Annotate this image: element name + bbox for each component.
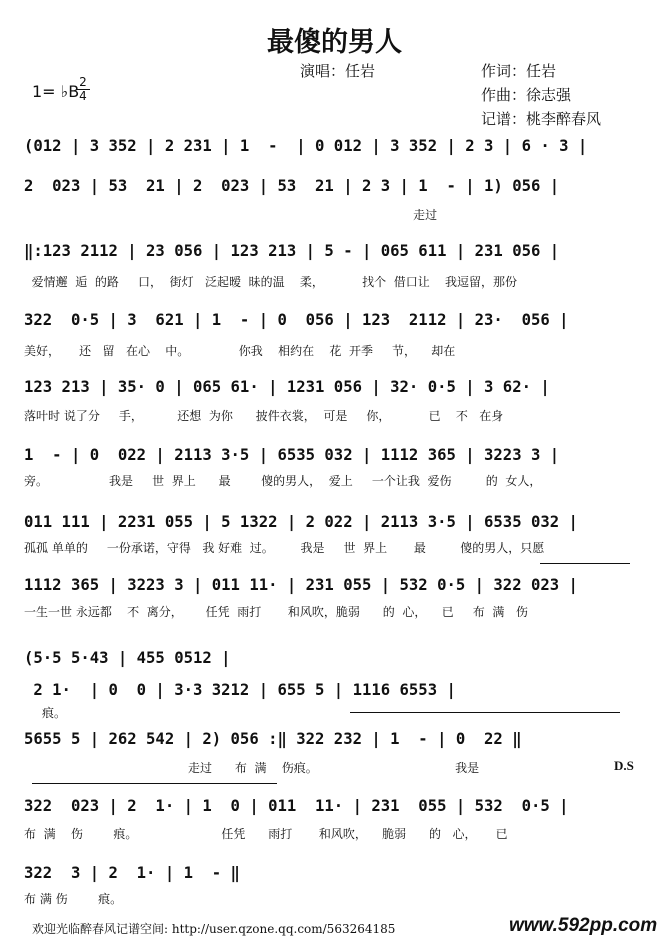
lyric-line: 走过 布 满 伤痕。 我是 xyxy=(24,761,480,775)
lyric-line: 布 满 伤 痕。 任凭 雨打 和风吹， 脆弱 的 心， 已 xyxy=(24,827,508,841)
ds-marker: D.S xyxy=(614,758,634,773)
volta-bracket-2 xyxy=(350,712,620,713)
lyric-line: 爱情邂 逅 的路 口， 街灯 泛起暧 昧的温 柔， 找个 借口让 我逗留，那份 xyxy=(24,275,517,289)
lyric-line: 孤孤 单单的 一份承诺，守得 我 好难 过。 我是 世 界上 最 傻的男人，只愿 xyxy=(24,541,545,555)
lyricist-credit: 作词：任岩 xyxy=(481,62,557,80)
lyric-line: 美好， 还 留 在心 中。 你我 相约在 花 开季 节， 却在 xyxy=(24,344,456,358)
composer-credit: 作曲：徐志强 xyxy=(481,86,572,104)
score-row-4 xyxy=(24,311,634,356)
score-row-3 xyxy=(24,242,634,287)
score-row-6 xyxy=(24,446,634,491)
notation-line: 1 - | 0 022 | 2113 3·5 | 6535 032 | 1112 365 | 3223 3 | xyxy=(24,446,560,464)
time-signature-bottom: 4 xyxy=(76,89,90,103)
notation-line: 322 023 | 2 1· | 1 0 | 011 11· | 231 055 | 532 0·5 | xyxy=(24,797,569,815)
score-row-7 xyxy=(24,513,634,558)
lyric-line: 落叶时 说了分 手， 还想 为你 披件衣裳， 可是 你， 已 不 在身 xyxy=(24,409,504,423)
song-title: 最傻的男人 xyxy=(267,27,402,58)
score-row-12 xyxy=(24,864,634,909)
lyric-line: 走过 xyxy=(24,208,438,222)
notation-line: 123 213 | 35· 0 | 065 61· | 1231 056 | 32· 0·5 | 3 62· | xyxy=(24,378,550,396)
time-signature-top: 2 xyxy=(79,75,87,89)
notation-line: 5655 5 | 262 542 | 2) 056 :‖ 322 232 | 1 - | 0 22 ‖ xyxy=(24,730,522,748)
lyric-line: 旁。 我是 世 界上 最 傻的男人， 爱上 一个让我 爱伤 的 女人， xyxy=(24,474,542,488)
notation-line: 011 111 | 2231 055 | 5 1322 | 2 022 | 2113 3·5 | 6535 032 | xyxy=(24,513,578,531)
notation-line: ‖:123 2112 | 23 056 | 123 213 | 5 - | 065 611 | 231 056 | xyxy=(24,242,560,260)
score-row-2 xyxy=(24,177,634,222)
notation-line: 322 3 | 2 1· | 1 - ‖ xyxy=(24,864,240,882)
footer-text: 欢迎光临醉春风记谱空间: http://user.qzone.qq.com/563264185 xyxy=(32,922,396,936)
score-row-5 xyxy=(24,378,634,423)
score-row-9 xyxy=(24,642,634,720)
score-row-8 xyxy=(24,576,634,621)
notation-line: (5·5 5·43 | 455 0512 | 2 1· | 0 0 | 3·3 3212 | 655 5 | 1116 6553 | xyxy=(24,649,456,699)
lyric-line: 布 满 伤 痕。 xyxy=(24,892,123,906)
notation-line: 1112 365 | 3223 3 | 011 11· | 231 055 | 532 0·5 | 322 023 | xyxy=(24,576,578,594)
volta-bracket-3 xyxy=(32,783,277,784)
notation-line: 322 0·5 | 3 621 | 1 - | 0 056 | 123 2112 | 23· 056 | xyxy=(24,311,569,329)
score-row-1 xyxy=(24,137,634,167)
singer-credit: 演唱：任岩 xyxy=(300,62,376,80)
notation-line: 2 023 | 53 21 | 2 023 | 53 21 | 2 3 | 1 - | 1) 056 | xyxy=(24,177,560,195)
lyric-line: 一生一世 永远都 不 离分， 任凭 雨打 和风吹，脆弱 的 心， 已 布 满 伤 xyxy=(24,605,528,619)
transcriber-credit: 记谱：桃李醉春风 xyxy=(481,110,602,128)
volta-bracket-1 xyxy=(540,563,630,564)
score-row-11 xyxy=(24,797,634,842)
site-logo: www.592pp.com xyxy=(509,915,658,936)
time-signature xyxy=(76,76,90,103)
notation-line: (012 | 3 352 | 2 231 | 1 - | 0 012 | 3 352 | 2 3 | 6 · 3 | xyxy=(24,137,588,155)
lyric-line: 痕。 xyxy=(42,706,67,720)
key-signature: 1= ♭B xyxy=(32,82,80,101)
score-row-10 xyxy=(24,730,634,775)
